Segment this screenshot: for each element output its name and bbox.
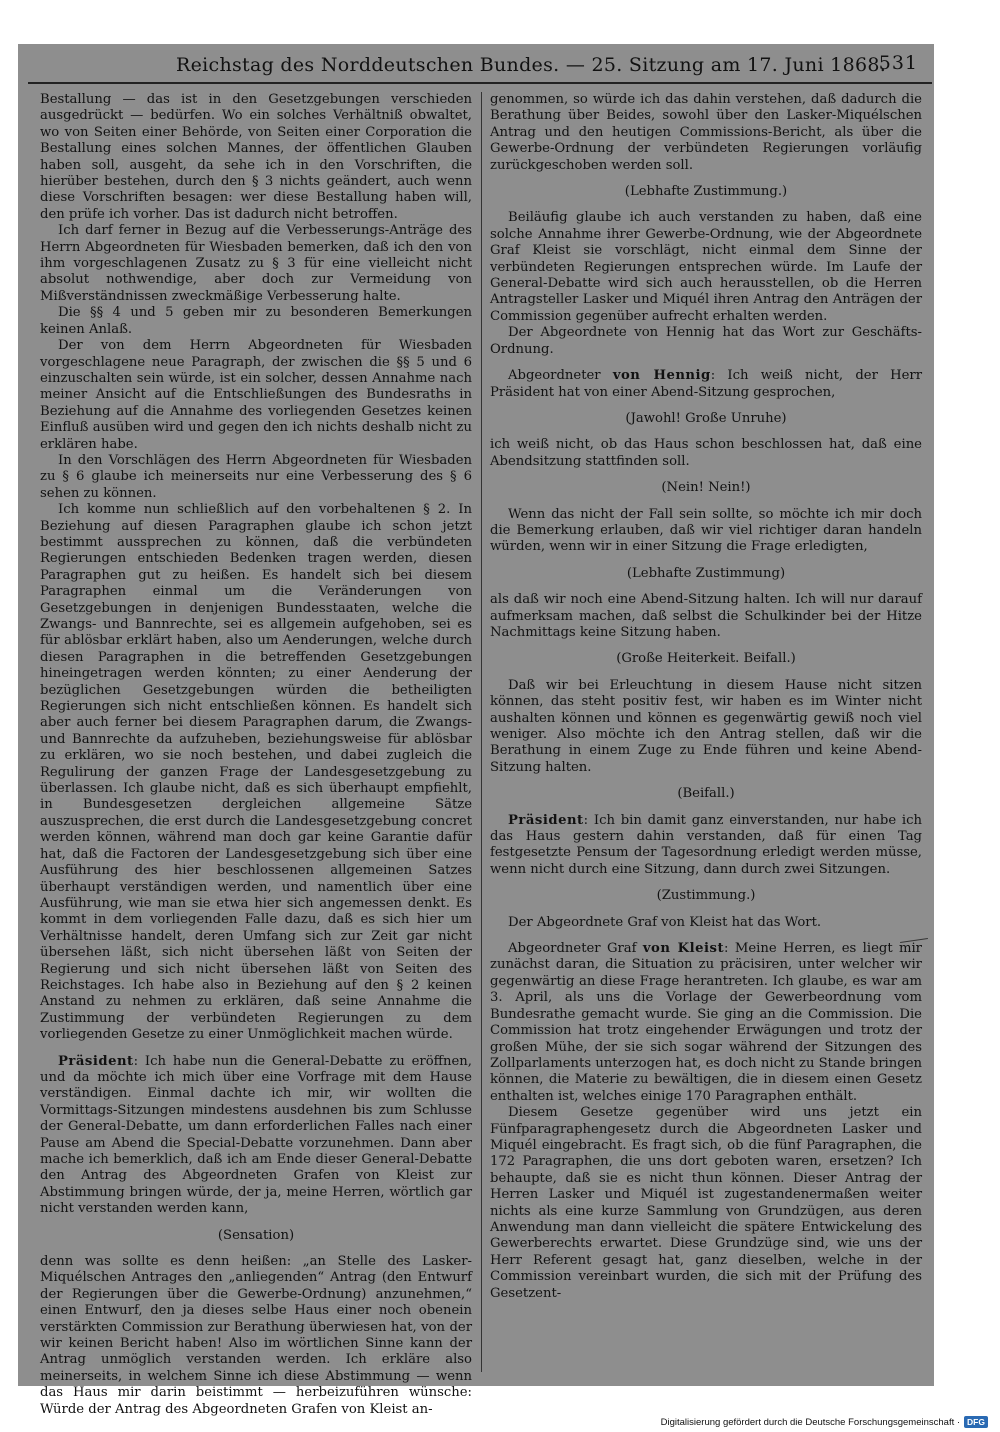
paragraph	[490, 507, 922, 556]
paragraph-text: Ich komme nun schließlich auf den vorbehaltenen § 2. In Beziehung auf diesen Paragraphen glaube ich schon jetzt bestimmt aussprechen zu können, daß die verbündeten Regierungen entschieden Bedenken tragen werden, diesen Paragraphen gut zu heißen. Es handelt sich bei diesem Paragraphen einmal um die Veränderungen von Gesetzgebungen in denjenigen Bundesstaaten, welche die Zwangs- und Bannrechte, sei es allgemein aufgehoben, sei es für ablösbar erklärt haben, also um Aenderungen, welche durch diesen Paragraphen in die betreffenden Gesetzgebungen hineingetragen werden könnten; zu einer Aenderung der bezüglichen Gesetzgebungen würden die betheiligten Regierungen sich nicht entschließen können. Es handelt sich aber auch ferner bei diesem Paragraphen darum, die Zwangs- und Bannrechte da aufzuheben, beziehungsweise für ablösbar zu erklären, wo sie noch bestehen, und dabei zugleich die Regulirung der ganzen Frage der Landesgesetzgebung zu überlassen. Ich glaube nicht, daß es sich überhaupt empfiehlt, in Bundesgesetzen dergleichen allgemeine Sätze auszusprechen, die erst durch die Landesgesetzgebung concret werden können, während man doch gar keine Garantie dafür hat, daß die Factoren der Landesgesetzgebung sich über eine Ausführung des hier beschlossenen allgemeinen Satzes überhaupt verständigen werden, und namentlich über eine Ausführung, wie man sie etwa hier sich angemessen denkt. Es kommt in dem vorliegenden Falle dazu, daß es sich hier um Verhältnisse handelt, deren Umfang sich zur Zeit gar nicht übersehen läßt, sich nicht übersehen läßt von Seiten der Regierung und sich nicht übersehen läßt von Seiten des Reichstages. Ich habe also in Beziehung auf den § 2 keinen Anstand zu nehmen zu erklären, daß seine Annahme die Zustimmung der verbündeten Regierungen zu dem vorliegenden Gesetze zu einer Unmöglichkeit machen würde.	[40, 502, 472, 1043]
paragraph	[490, 437, 922, 470]
paragraph-text: Der Abgeordnete Graf von Kleist hat das Wort.	[508, 914, 822, 930]
paragraph-text: (Große Heiterkeit. Beifall.)	[616, 651, 796, 667]
paragraph	[490, 368, 922, 401]
stage-direction	[490, 786, 922, 802]
stage-direction	[490, 566, 922, 582]
paragraph	[490, 813, 922, 879]
stage-direction	[490, 888, 922, 904]
paragraph	[40, 1254, 472, 1418]
paragraph	[490, 678, 922, 776]
paragraph-text: (Zustimmung.)	[656, 888, 756, 904]
speaker-name: von Hennig	[612, 368, 711, 384]
stage-direction	[490, 184, 922, 200]
paragraph-text: (Lebhafte Zustimmung)	[626, 565, 786, 581]
speaker-name: Präsident	[508, 812, 584, 828]
paragraph	[490, 592, 922, 641]
speaker-name: Präsident	[58, 1053, 134, 1069]
stage-direction	[490, 651, 922, 667]
paragraph	[490, 1105, 922, 1302]
paragraph-text: als daß wir noch eine Abend-Sitzung halten. Ich will nur darauf aufmerksam machen, daß selbst die Schulkinder bei der Hitze Nachmittags keine Sitzung haben.	[490, 592, 922, 640]
paragraph-text: Wenn das nicht der Fall sein sollte, so möchte ich mir doch die Bemerkung erlauben, daß wir viel richtiger daran handeln würden, wenn wir in einer Sitzung die Frage erledigten,	[490, 506, 922, 555]
paragraph-text: denn was sollte es denn heißen: „an Stelle des Lasker-Miquélschen Antrages den „anliegenden“ Antrag (den Entwurf der Regierungen über die Gewerbe-Ordnung) anzunehmen,“ einen Entwurf, den ja dieses selbe Haus einer noch obenein verstärkten Commission zur Berathung überwiesen hat, von der wir keinen Bericht haben! Also im wörtlichen Sinne kann der Antrag unmöglich verstanden werden. Ich erkläre also meinerseits, in welchem Sinne ich diese Abstimmung — wenn das Haus mir darin beistimmt — herbeizuführen wünsche: Würde der Antrag des Abgeordneten Grafen von Kleist an-	[40, 1254, 472, 1417]
paragraph-text: genommen, so würde ich das dahin verstehen, daß dadurch die Berathung über Beides, sowohl über den Lasker-Miquélschen Antrag und den heutigen Commissions-Bericht, als über die Gewerbe-Ordnung der verbündeten Regierungen vorläufig zurückgeschoben werden soll.	[490, 92, 922, 173]
paragraph	[40, 223, 472, 305]
paragraph	[490, 915, 922, 931]
page-header	[28, 52, 932, 84]
paragraph	[40, 338, 472, 453]
paragraph	[40, 453, 472, 502]
speaker-prefix: Abgeordneter Graf	[508, 941, 643, 957]
paragraph-text: (Beifall.)	[677, 786, 735, 802]
stage-direction	[490, 480, 922, 496]
page-number: 531	[878, 52, 918, 74]
paragraph-text: : Ich weiß nicht, der Herr Präsident hat von einer Abend-Sitzung gesprochen,	[490, 368, 923, 400]
paragraph	[40, 92, 472, 223]
paragraph-text: Der von dem Herrn Abgeordneten für Wiesbaden vorgeschlagene neue Paragraph, der zwischen die §§ 5 und 6 einzuschalten sein würde, ist ein solcher, dessen Annahme nach meiner Ansicht auf die Entschließungen des Bundesraths in Beziehung auf die Annahme des vorliegenden Gesetzes keinen Einfluß ausüben wird und gegen den ich nichts deshalb nicht zu erklären habe.	[40, 338, 472, 452]
speaker-prefix: Abgeordneter	[508, 368, 613, 384]
stage-direction	[40, 1228, 472, 1244]
paragraph-text: : Ich bin damit ganz einverstanden, nur habe ich das Haus gestern dahin verstanden, daß für einen Tag festgesetzte Pensum der Tagesordnung erledigt werden müsse, wenn nicht durch eine Sitzung, dann durch zwei Sitzungen.	[490, 812, 922, 877]
paragraph	[40, 502, 472, 1043]
paragraph-text: (Lebhafte Zustimmung.)	[624, 184, 788, 200]
paragraph	[490, 210, 922, 325]
paragraph-text: ich weiß nicht, ob das Haus schon beschlossen hat, daß eine Abendsitzung stattfinden soll.	[490, 437, 922, 469]
paragraph-text: Diesem Gesetze gegenüber wird uns jetzt ein Fünfparagraphengesetz durch die Abgeordneten Lasker und Miquél eingebracht. Es fragt sich, ob die fünf Paragraphen, die 172 Paragraphen, die uns dort geboten waren, ersetzen? Ich behaupte, daß sie es nicht thun können. Dieser Antrag der Herren Lasker und Miquél ist zugestandenermaßen weiter nichts als eine kurze Sammlung von Grundzügen, aus deren Anwendung man dann vielleicht die spätere Entwickelung des Gewerberechts erwartet. Diese Grundzüge sind, wie uns der Herr Referent gesagt hat, ganz dieselben, welche in der Commission vereinbart wurden, die sich mit der Prüfung des Gesetzent-	[490, 1105, 922, 1301]
dfg-logo-icon: DFG	[964, 1416, 988, 1428]
paragraph-text: In den Vorschlägen des Herrn Abgeordneten für Wiesbaden zu § 6 glaube ich meinerseits nur eine Verbesserung des § 6 sehen zu können.	[40, 452, 472, 501]
paragraph-text: Die §§ 4 und 5 geben mir zu besonderen Bemerkungen keinen Anlaß.	[40, 305, 472, 337]
left-column	[40, 92, 472, 1417]
column-divider	[481, 92, 482, 1372]
paragraph-text: Daß wir bei Erleuchtung in diesem Hause nicht sitzen können, das steht positiv fest, wir haben es im Winter nicht aushalten können und können es gegenwärtig gewiß noch viel weniger. Also möchte ich den Antrag stellen, daß wir die Berathung in einem Zuge zu Ende führen und keine Abend-Sitzung halten.	[490, 677, 922, 775]
stage-direction	[490, 411, 922, 427]
running-title: Reichstag des Norddeutschen Bundes. — 25. Sitzung am 17. Juni 1868.	[176, 54, 887, 76]
paragraph	[40, 305, 472, 338]
paragraph-text: (Jawohl! Große Unruhe)	[625, 410, 787, 426]
paragraph-text: (Nein! Nein!)	[661, 480, 751, 496]
paragraph-text: : Meine Herren, es liegt mir zunächst daran, die Situation zu präcisiren, unter welcher wir gegenwärtig an diese Frage herantreten. Ich glaube, es war am 3. April, als uns die Vorlage der Gewerbeordnung vom Bundesrathe gemacht wurde. Sie ging an die Commission. Die Commission hat trotz eingehender Erwägungen und trotz der großen Mühe, der sie sich sogar während der Sitzungen des Zollparlaments unterzogen hat, es doch nicht zu Stande bringen können, die Materie zu bewältigen, die in diesem einen Gesetz enthalten ist, welches einige 170 Paragraphen enthält.	[490, 941, 922, 1104]
speaker-name: von Kleist	[642, 941, 725, 957]
paragraph-text: Beiläufig glaube ich auch verstanden zu haben, daß eine solche Annahme ihrer Gewerbe-Ordnung, wie der Abgeordnete Graf Kleist sie vorschlägt, nicht einmal dem Sinne der verbündeten Regierungen entsprechen würde. Im Laufe der General-Debatte wird sich auch herausstellen, ob die Herren Antragsteller Lasker und Miquél ihren Antrag den Anträgen der Commission gegenüber aufrecht erhalten werden.	[490, 210, 922, 324]
paragraph	[40, 1054, 472, 1218]
footer-text: Digitalisierung gefördert durch die Deutsche Forschungsgemeinschaft ·	[660, 1416, 961, 1428]
paragraph-text: Ich darf ferner in Bezug auf die Verbesserungs-Anträge des Herrn Abgeordneten für Wiesbaden bemerken, daß ich den von ihm vorgeschlagenen Zusatz zu § 3 für eine vielleicht nicht absolut nothwendige, aber doch zur Vermeidung von Mißverständnissen zweckmäßige Verbesserung halte.	[40, 223, 472, 304]
paragraph	[490, 92, 922, 174]
right-column	[490, 92, 922, 1382]
paragraph-text: (Sensation)	[217, 1227, 295, 1243]
paragraph	[490, 941, 922, 1105]
paragraph-text: Bestallung — das ist in den Gesetzgebungen verschieden ausgedrückt — bedürfen. Wo ein solches Verhältniß obwaltet, wo von Seiten einer Behörde, von Seiten einer Corporation die Bestallung eines solchen Mannes, der öffentlichen Glauben haben soll, ausgeht, da sehe ich in den Vorschriften, die hierüber bestehen, durch den § 3 nichts geändert, auch wenn diese Vorschriften besagen: wer diese Bestallung haben will, den prüfe ich vorher. Das ist dadurch nicht betroffen.	[40, 92, 472, 222]
paragraph-text: : Ich habe nun die General-Debatte zu eröffnen, und da möchte ich mich über eine Vorfrage mit dem Hause verständigen. Einmal dachte ich mir, wir wollten die Vormittags-Sitzungen mindestens ausdehnen bis zum Schlusse der General-Debatte, um dann erforderlichen Falles nach einer Pause am Abend die Special-Debatte vorzunehmen. Dann aber mache ich bemerklich, daß ich am Ende dieser General-Debatte den Antrag des Abgeordneten Grafen von Kleist zur Abstimmung bringen würde, der ja, meine Herren, wörtlich gar nicht verstanden werden kann,	[40, 1053, 472, 1217]
paragraph	[490, 325, 922, 358]
footer-credit	[661, 1416, 988, 1428]
paragraph-text: Der Abgeordnete von Hennig hat das Wort zur Geschäfts-Ordnung.	[490, 325, 922, 357]
